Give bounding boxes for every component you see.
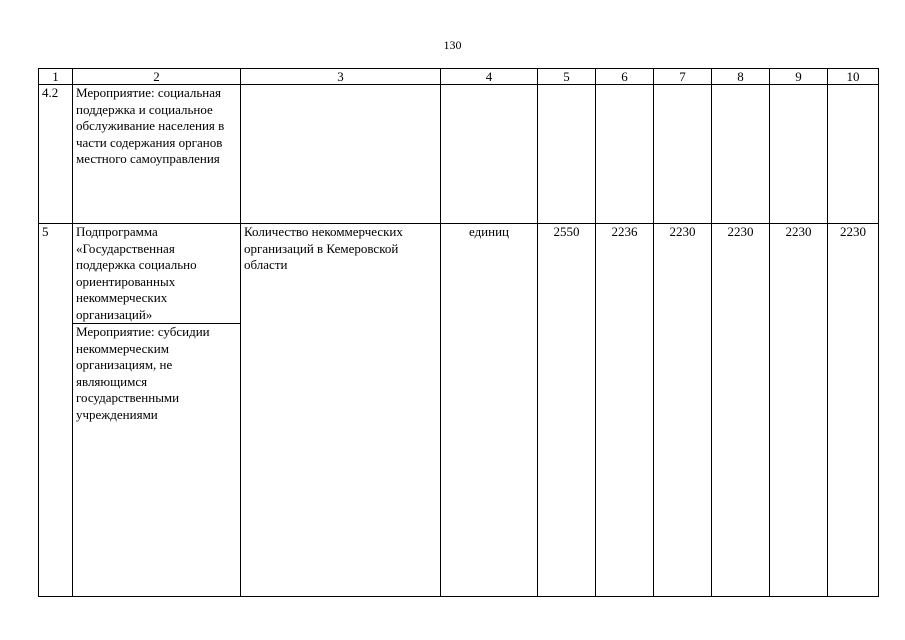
table-row	[39, 85, 879, 224]
indicator-cell: Количество некоммерческих организаций в Кемеровской области	[241, 224, 441, 597]
column-header: 3	[241, 69, 441, 85]
value-cell: 2550	[538, 224, 596, 597]
page-number: 130	[443, 38, 462, 52]
column-header: 5	[538, 69, 596, 85]
column-header: 10	[828, 69, 879, 85]
unit-cell: единиц	[441, 224, 538, 597]
value-cell	[712, 85, 770, 224]
value-cell: 2230	[828, 224, 879, 597]
indicator-cell	[241, 85, 441, 224]
row-description: Подпрограмма «Государственная поддержка социально ориентированных некоммерческих организаций»	[73, 224, 241, 324]
column-header: 8	[712, 69, 770, 85]
row-number: 5	[39, 224, 73, 597]
row-description: Мероприятие: социальная поддержка и социальное обслуживание населения в части содержания органов местного самоуправления	[73, 85, 241, 224]
value-cell: 2230	[770, 224, 828, 597]
row-number: 4.2	[39, 85, 73, 224]
table-row	[39, 224, 879, 324]
column-header: 7	[654, 69, 712, 85]
column-header: 2	[73, 69, 241, 85]
indicators-table	[38, 68, 879, 597]
column-header: 9	[770, 69, 828, 85]
value-cell	[770, 85, 828, 224]
value-cell: 2236	[596, 224, 654, 597]
value-cell	[828, 85, 879, 224]
value-cell	[654, 85, 712, 224]
value-cell: 2230	[654, 224, 712, 597]
column-header: 6	[596, 69, 654, 85]
unit-cell	[441, 85, 538, 224]
value-cell	[596, 85, 654, 224]
value-cell: 2230	[712, 224, 770, 597]
column-header: 4	[441, 69, 538, 85]
row-description: Мероприятие: субсидии некоммерческим организациям, не являющимся государственными учреждениями	[73, 324, 241, 597]
column-number-row	[39, 69, 879, 85]
column-header: 1	[39, 69, 73, 85]
value-cell	[538, 85, 596, 224]
